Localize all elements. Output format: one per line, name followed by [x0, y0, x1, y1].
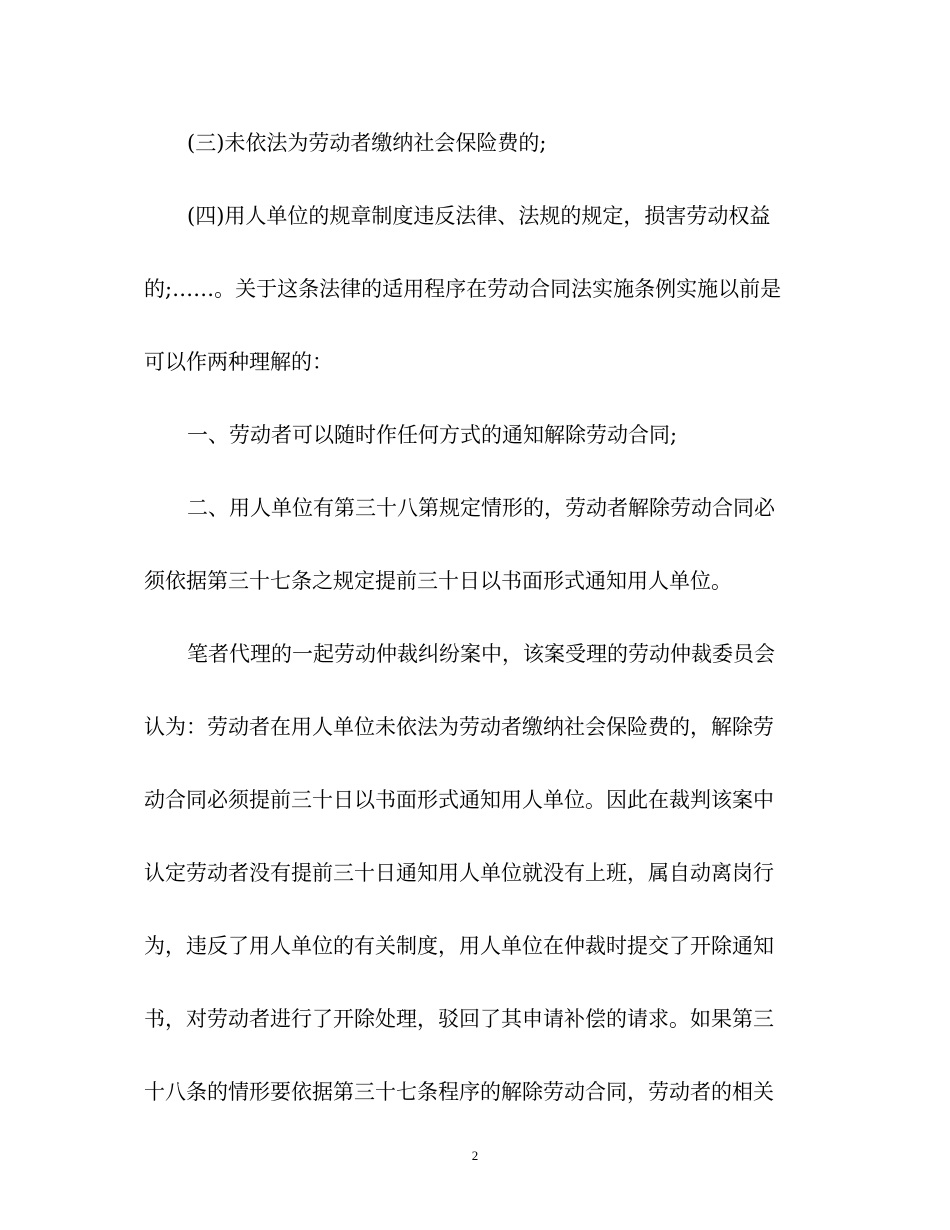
paragraph-line: 动合同必须提前三十日以书面形式通知用人单位。因此在裁判该案中: [144, 788, 774, 812]
paragraph-line: 十八条的情形要依据第三十七条程序的解除劳动合同，劳动者的相关: [144, 1080, 774, 1104]
page-number: 2: [471, 1148, 479, 1163]
paragraph-line: (三)未依法为劳动者缴纳社会保险费的;: [187, 131, 547, 155]
paragraph-line: 书，对劳动者进行了开除处理，驳回了其申请补偿的请求。如果第三: [144, 1007, 774, 1031]
paragraph-line: (四)用人单位的规章制度违反法律、法规的规定，损害劳动权益: [187, 204, 771, 228]
paragraph-line: 须依据第三十七条之规定提前三十日以书面形式通知用人单位。: [144, 569, 732, 593]
paragraph-line: 认定劳动者没有提前三十日通知用人单位就没有上班，属自动离岗行: [144, 861, 774, 885]
paragraph-line: 二、用人单位有第三十八第规定情形的，劳动者解除劳动合同必: [187, 496, 775, 520]
paragraph-line: 可以作两种理解的：: [144, 350, 333, 374]
paragraph-line: 为，违反了用人单位的有关制度，用人单位在仲裁时提交了开除通知: [144, 934, 774, 958]
paragraph-line: 笔者代理的一起劳动仲裁纠纷案中，该案受理的劳动仲裁委员会: [187, 642, 775, 666]
paragraph-line: 的;……。关于这条法律的适用程序在劳动合同法实施条例实施以前是: [144, 277, 782, 301]
paragraph-line: 认为：劳动者在用人单位未依法为劳动者缴纳社会保险费的，解除劳: [144, 715, 774, 739]
paragraph-line: 一、劳动者可以随时作任何方式的通知解除劳动合同;: [187, 423, 678, 447]
